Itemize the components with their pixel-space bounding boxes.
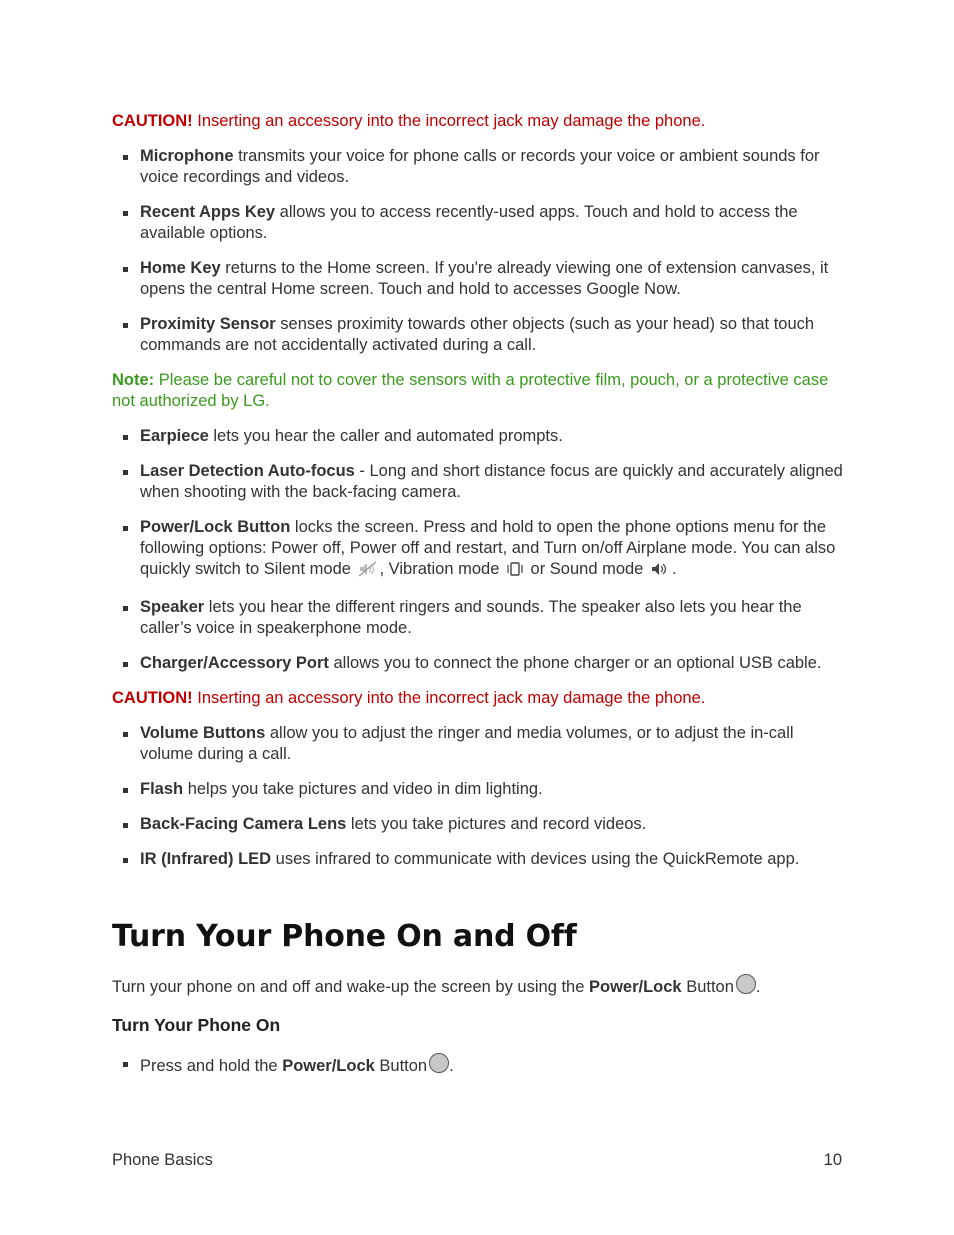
intro-text: Turn your phone on and off and wake-up the screen by using the — [112, 978, 589, 996]
document-page — [112, 111, 844, 1075]
power-lock-button-icon — [736, 974, 756, 994]
item-desc: allows you to access recently-used apps. Touch and hold to access the available options. — [140, 203, 798, 242]
list-item — [112, 517, 844, 583]
section-intro — [112, 974, 844, 998]
bullet-icon — [123, 732, 128, 737]
caution-text: Inserting an accessory into the incorrect jack may damage the phone. — [192, 689, 706, 707]
item-desc: locks the screen. Press and hold to open the phone options menu for the following options: Power off, Power off and restart, and Turn on/off Airplane mode. You can also quickly switch to Silent mode — [140, 518, 836, 578]
item-desc: helps you take pictures and video in dim lighting. — [183, 780, 543, 798]
power-lock-button-icon — [429, 1053, 449, 1073]
item-term: Laser Detection Auto-focus — [140, 462, 355, 480]
caution-note — [112, 688, 844, 709]
bullet-icon — [123, 435, 128, 440]
item-term: Flash — [140, 780, 184, 798]
item-desc: - Long and short distance focus are quickly and accurately aligned when shooting with the back-facing camera. — [140, 462, 843, 501]
item-term: Home Key — [140, 259, 221, 277]
list-item — [112, 849, 844, 870]
list-item — [112, 146, 844, 188]
list-item — [112, 814, 844, 835]
step-term: Power/Lock — [282, 1057, 375, 1075]
bullet-icon — [123, 788, 128, 793]
item-term: Volume Buttons — [140, 724, 266, 742]
item-desc: lets you hear the caller and automated prompts. — [208, 427, 563, 445]
silent-mode-icon — [358, 561, 378, 583]
bullet-icon — [123, 323, 128, 328]
bullet-icon — [123, 606, 128, 611]
item-term: Microphone — [140, 147, 234, 165]
bullet-icon — [123, 823, 128, 828]
note-label: Note: — [112, 371, 155, 389]
note-text: Please be careful not to cover the sensors with a protective film, pouch, or a protective case not authorized by LG. — [112, 371, 829, 410]
bullet-icon — [123, 858, 128, 863]
item-term: Charger/Accessory Port — [140, 654, 329, 672]
intro-text-end: . — [755, 978, 761, 996]
item-desc: returns to the Home screen. If you're already viewing one of extension canvases, it opens the central Home screen. Touch and hold to accesses Google Now. — [140, 259, 829, 298]
item-desc-end: . — [671, 560, 677, 578]
caution-label: CAUTION! — [112, 112, 193, 130]
list-item — [112, 653, 844, 674]
step-text: Press and hold the — [140, 1057, 283, 1075]
item-term: Speaker — [140, 598, 205, 616]
component-list-2 — [112, 426, 844, 674]
footer-chapter: Phone Basics — [112, 1151, 213, 1169]
item-term: Back-Facing Camera Lens — [140, 815, 347, 833]
bullet-icon — [123, 267, 128, 272]
item-desc: allow you to adjust the ringer and media volumes, or to adjust the in-call volume during a call. — [140, 724, 794, 763]
bullet-icon — [123, 526, 128, 531]
list-item — [112, 723, 844, 765]
list-item — [112, 461, 844, 503]
item-desc: transmits your voice for phone calls or records your voice or ambient sounds for voice recordings and videos. — [140, 147, 820, 186]
section-title: Turn Your Phone On and Off — [112, 919, 577, 954]
sound-mode-icon — [650, 561, 670, 583]
list-item — [112, 258, 844, 300]
list-item — [112, 779, 844, 800]
item-desc: senses proximity towards other objects (such as your head) so that touch commands are not accidentally activated during a call. — [140, 315, 815, 354]
item-term: Earpiece — [140, 427, 209, 445]
item-term: Recent Apps Key — [140, 203, 276, 221]
subsection-title: Turn Your Phone On — [112, 1015, 281, 1035]
item-term: Power/Lock Button — [140, 518, 291, 536]
list-item — [112, 597, 844, 639]
bullet-icon — [123, 211, 128, 216]
item-term: IR (Infrared) LED — [140, 850, 272, 868]
list-item — [112, 426, 844, 447]
component-list-3 — [112, 723, 844, 870]
page-footer — [112, 1150, 842, 1171]
item-desc-cont: or Sound mode — [525, 560, 648, 578]
item-desc: lets you take pictures and record videos. — [346, 815, 647, 833]
intro-term: Power/Lock — [589, 978, 682, 996]
item-desc-cont: , Vibration mode — [379, 560, 504, 578]
item-term: Proximity Sensor — [140, 315, 276, 333]
bullet-icon — [123, 155, 128, 160]
item-desc: uses infrared to communicate with devices using the QuickRemote app. — [271, 850, 800, 868]
note — [112, 370, 844, 412]
vibration-mode-icon — [506, 561, 524, 583]
steps-list — [112, 1053, 844, 1091]
item-desc: lets you hear the different ringers and sounds. The speaker also lets you hear the caller’s voice in speakerphone mode. — [140, 598, 802, 637]
bullet-icon — [123, 470, 128, 475]
caution-note — [112, 111, 844, 132]
caution-text: Inserting an accessory into the incorrect jack may damage the phone. — [192, 112, 706, 130]
item-desc: allows you to connect the phone charger or an optional USB cable. — [328, 654, 822, 672]
list-item — [112, 314, 844, 356]
bullet-icon — [123, 662, 128, 667]
component-list-1 — [112, 146, 844, 356]
list-item — [112, 1053, 844, 1077]
caution-label: CAUTION! — [112, 689, 193, 707]
footer-page-number: 10 — [823, 1151, 842, 1169]
bullet-icon — [123, 1062, 128, 1067]
list-item — [112, 202, 844, 244]
step-text-cont: Button — [374, 1057, 428, 1075]
step-text-end: . — [449, 1057, 454, 1075]
intro-text-cont: Button — [681, 978, 734, 996]
